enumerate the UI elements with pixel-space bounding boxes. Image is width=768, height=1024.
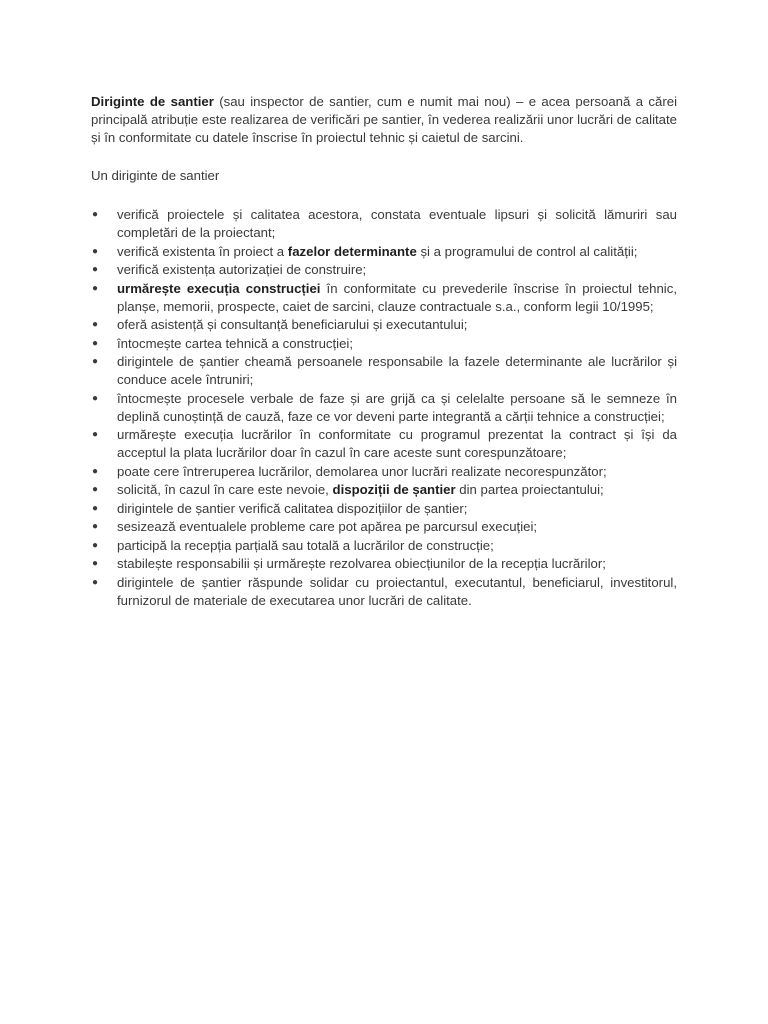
- list-item: [91, 463, 677, 481]
- list-item-text: verifică existența autorizației de construire;: [117, 262, 367, 277]
- list-item-text-continued: din partea proiectantului;: [455, 482, 604, 497]
- list-lead-in: Un diriginte de santier: [91, 168, 220, 183]
- list-item-text: verifică proiectele și calitatea acestora, constata eventuale lipsuri și solicită lămuriri sau completări de la proiectant;: [117, 207, 677, 240]
- list-item: [91, 500, 677, 518]
- intro-paragraph: [91, 93, 677, 147]
- list-item: [91, 426, 677, 462]
- bullet-icon: ●: [92, 282, 99, 294]
- bullet-icon: ●: [92, 319, 99, 330]
- intro-text: (sau inspector de santier, cum e numit mai nou) – e acea persoană a cărei principală atribuție este realizarea de verificări pe santier, în vederea realizării unor lucrări de calitate și în conformitate cu datele înscrise în proiectul tehnic și caietul de sarcini.: [91, 94, 677, 145]
- bullet-icon: ●: [92, 392, 99, 404]
- bullet-icon: ●: [92, 558, 99, 569]
- list-item-emphasis: dispoziții de șantier: [332, 482, 456, 497]
- list-item-text: dirigintele de șantier răspunde solidar cu proiectantul, executantul, beneficiarul, investitorul, furnizorul de materiale de executarea unor lucrări de calitate.: [117, 574, 677, 608]
- list-item-text: solicită, în cazul în care este nevoie,: [117, 482, 333, 497]
- list-item: [91, 390, 677, 426]
- list-item-text-continued: și a programului de control al calității;: [416, 243, 638, 259]
- bullet-icon: ●: [92, 245, 99, 257]
- bullet-icon: ●: [92, 356, 99, 367]
- list-item-text: stabilește responsabilii și urmărește rezolvarea obiecțiunilor de la recepția lucrărilor;: [117, 556, 606, 571]
- list-item-text: dirigintele de șantier verifică calitatea dispozițiilor de șantier;: [117, 500, 468, 516]
- document-page: [91, 93, 677, 610]
- list-item-text: poate cere întreruperea lucrărilor, demolarea unor lucrări realizate necorespunzător;: [117, 463, 607, 479]
- list-item-text: întocmește cartea tehnică a construcției;: [117, 335, 354, 351]
- list-item: [91, 353, 677, 389]
- bullet-icon: ●: [92, 264, 99, 275]
- list-item-emphasis: fazelor determinante: [287, 243, 417, 259]
- list-item-text: dirigintele de șantier cheamă persoanele responsabile la fazele determinante ale lucrărilor și conduce acele întruniri;: [117, 354, 677, 387]
- list-item: [91, 574, 677, 610]
- list-item-text: întocmește procesele verbale de faze și are grijă ca și celelalte persoane să le semneze în deplină cunoștință de cauză, faze ce vor deveni parte integrantă a cărții tehnice a construcției;: [117, 390, 677, 424]
- bullet-icon: ●: [92, 429, 99, 440]
- list-item-text: oferă asistență și consultanță beneficiarului și executantului;: [117, 317, 468, 332]
- bullet-icon: ●: [92, 502, 99, 514]
- bullet-icon: ●: [92, 521, 99, 532]
- bullet-icon: ●: [92, 209, 99, 220]
- list-item: [91, 243, 677, 261]
- list-item: [91, 316, 677, 334]
- list-item: [91, 481, 677, 499]
- bullet-icon: ●: [92, 337, 99, 349]
- list-item: [91, 261, 677, 279]
- list-item-text-continued: în conformitate cu prevederile înscrise în proiectul tehnic, planșe, memorii, prospecte, caiet de sarcini, clauze contractuale s.a., conform legii 10/1995;: [117, 280, 677, 314]
- bullet-icon: ●: [92, 576, 99, 588]
- intro-title: Diriginte de santier: [91, 94, 214, 109]
- list-item: [91, 537, 677, 555]
- bullet-icon: ●: [92, 484, 99, 495]
- list-item-text: sesizează eventualele probleme care pot apărea pe parcursul execuției;: [117, 519, 538, 534]
- list-item-text: participă la recepția parțială sau totală a lucrărilor de construcție;: [117, 537, 494, 553]
- duties-list: [91, 206, 677, 610]
- list-item-emphasis: urmărește execuția construcției: [117, 280, 321, 296]
- bullet-icon: ●: [92, 465, 99, 477]
- list-item: [91, 518, 677, 536]
- list-item-text: verifică existenta în proiect a: [117, 243, 288, 259]
- list-item: [91, 335, 677, 353]
- bullet-icon: ●: [92, 539, 99, 551]
- list-item: [91, 555, 677, 573]
- list-item-text: urmărește execuția lucrărilor în conformitate cu programul prezentat la contract și își da acceptul la plata lucrărilor doar în cazul în care aceste sunt corespunzătoare;: [117, 427, 677, 460]
- list-item: [91, 206, 677, 242]
- list-item: [91, 280, 677, 316]
